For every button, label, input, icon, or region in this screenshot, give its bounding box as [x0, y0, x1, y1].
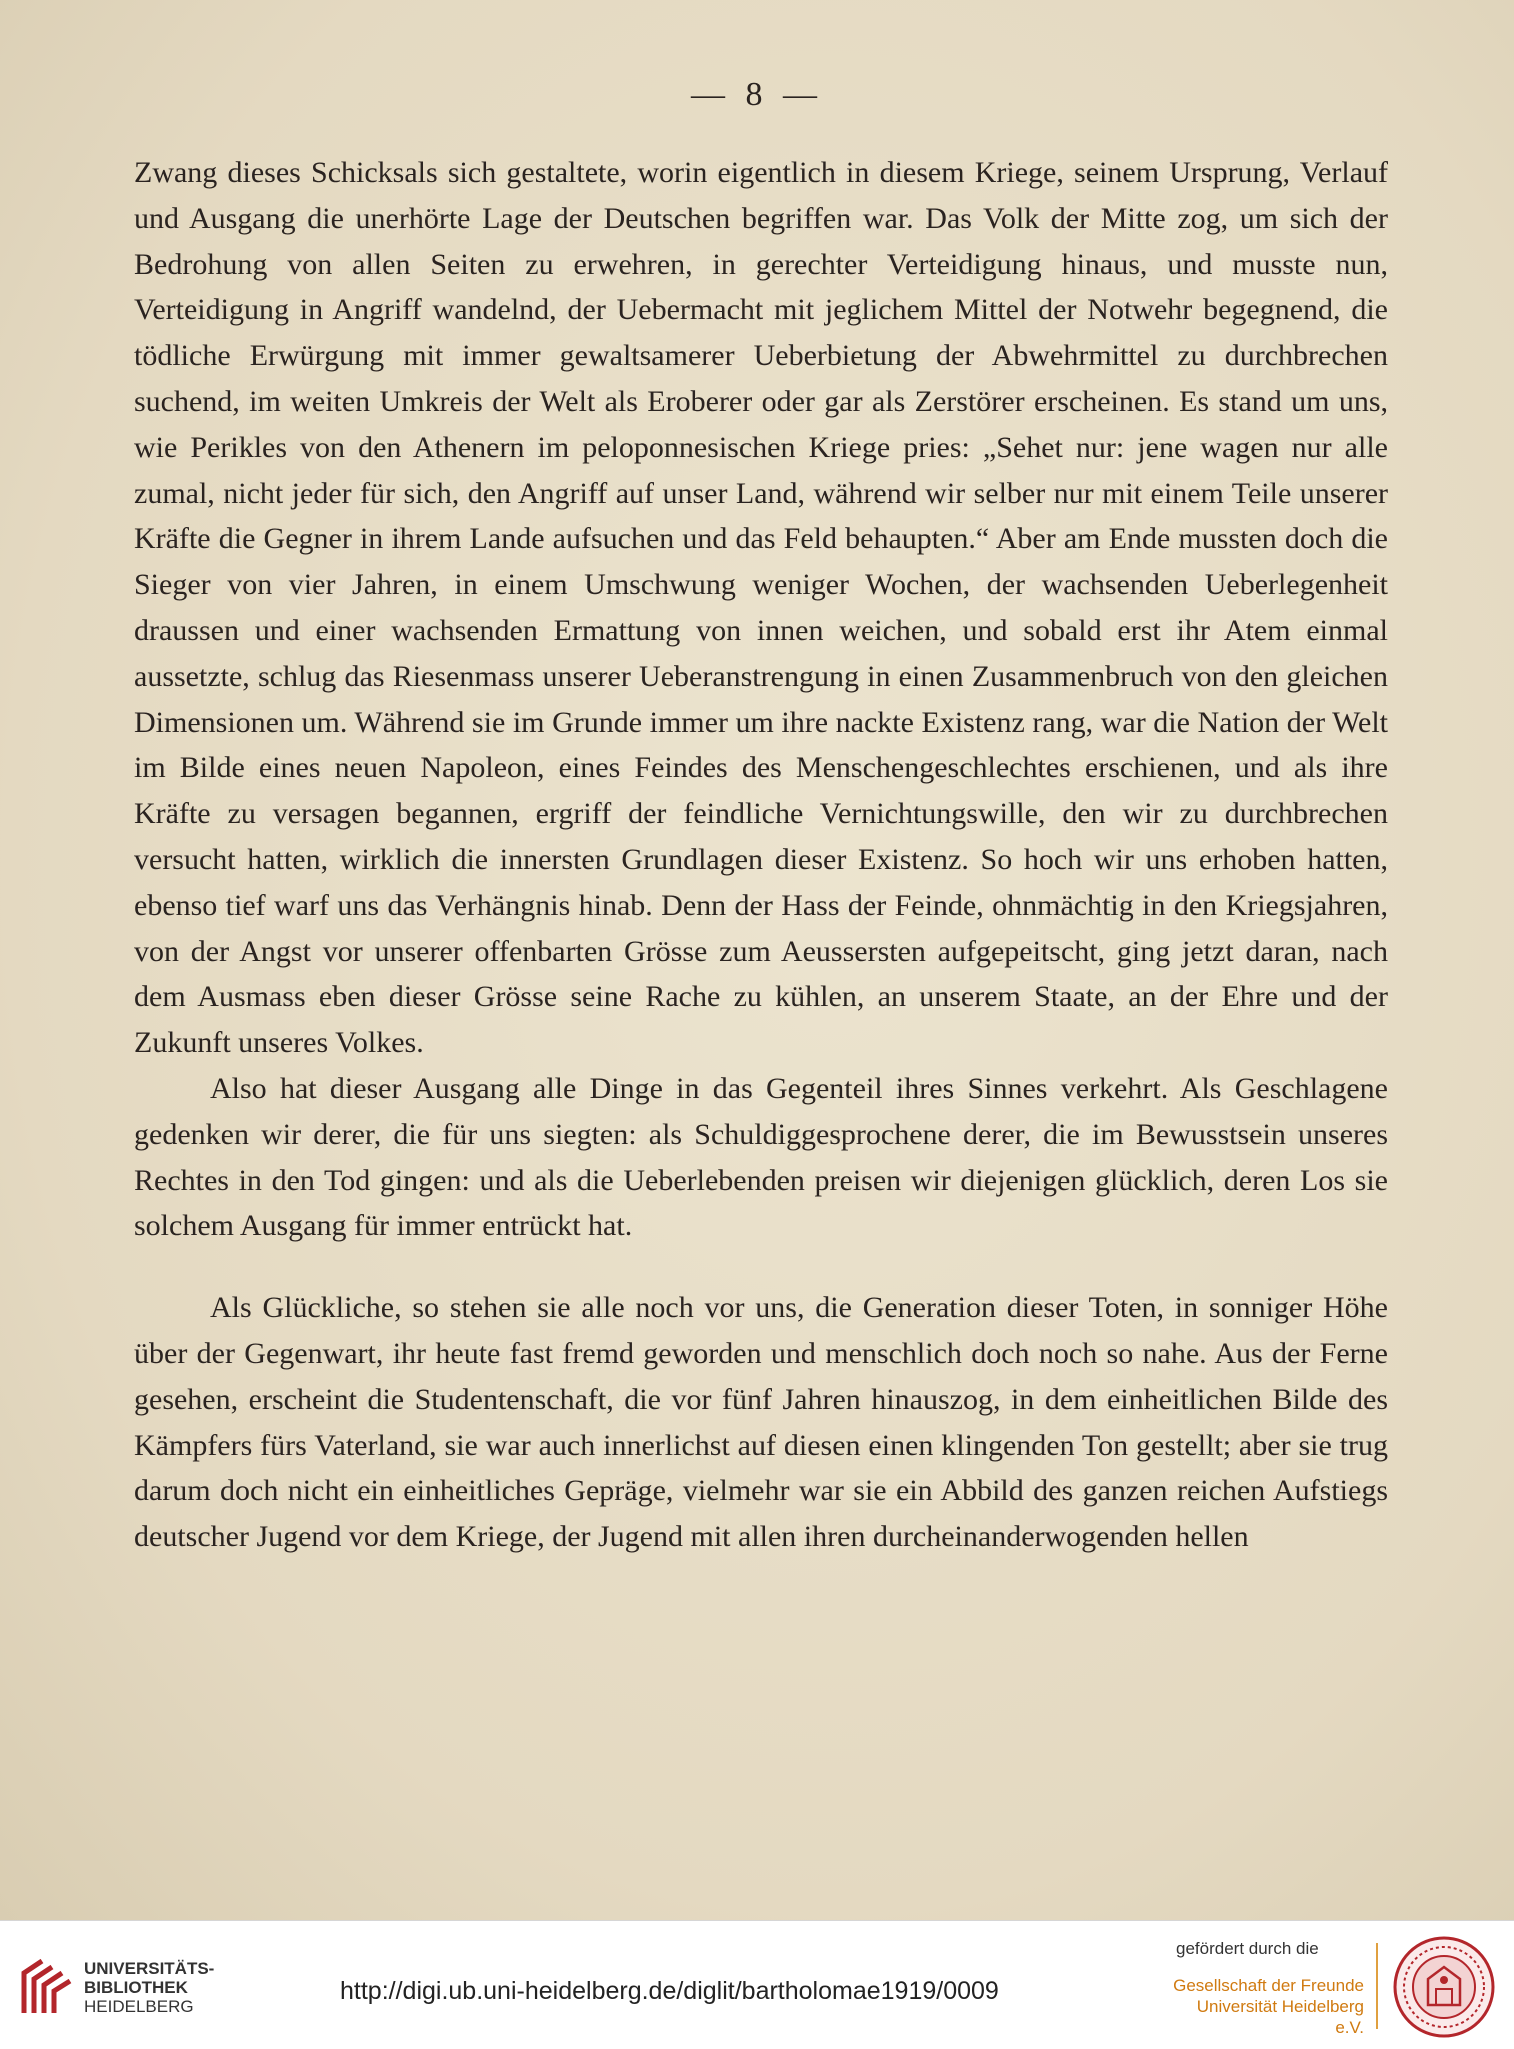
sponsor-name-line-1: Gesellschaft der Freunde: [1173, 1976, 1364, 1995]
university-seal-icon: [1392, 1935, 1496, 2039]
sponsor-divider: [1376, 1943, 1378, 2029]
permalink-url[interactable]: http://digi.ub.uni-heidelberg.de/diglit/bartholomae1919/0009: [340, 1977, 999, 2005]
library-name-line-1: UNIVERSITÄTS-: [84, 1959, 215, 1978]
library-name-line-2: BIBLIOTHEK: [84, 1978, 188, 1997]
sponsor-name-line-2: Universität Heidelberg e.V.: [1196, 1997, 1364, 2037]
library-name: [84, 1959, 214, 2016]
body-text: [134, 150, 1388, 1560]
sponsor-name: [1168, 1975, 1364, 2038]
digitization-footer: [0, 1920, 1514, 2049]
university-library-logo-icon: [18, 1955, 74, 2019]
paragraph-2: Also hat dieser Ausgang alle Dinge in das Gegenteil ihres Sinnes verkehrt. Als Geschlagene gedenken wir derer, die für uns siegten: als Schuldiggesprochene derer, die im Bewusstsein unseres Rechtes in den Tod gingen: und als die Ueberlebenden preisen wir diejenigen glücklich, deren Los sie solchem Ausgang für immer entrückt hat.: [134, 1071, 1388, 1243]
paragraph-1: Zwang dieses Schicksals sich gestaltete, worin eigentlich in diesem Kriege, seinem Ursprung, Verlauf und Ausgang die unerhörte Lage der Deutschen begriffen war. Das Volk der Mitte zog, um sich der Bedrohung von allen Seiten zu erwehren, in gerechter Verteidigung hinaus, und musste nun, Verteidigung in Angriff wandelnd, der Uebermacht mit jeglichem Mittel der Notwehr begegnend, die tödliche Erwürgung mit immer gewaltsamerer Ueberbietung der Abwehrmittel zu durchbrechen suchend, im weiten Umkreis der Welt als Eroberer oder gar als Zerstörer erscheinen. Es stand um uns, wie Perikles von den Athenern im peloponnesischen Kriege pries: „Sehet nur: jene wagen nur alle zumal, nicht jeder für sich, den Angriff auf unser Land, während wir selber nur mit einem Teile unserer Kräfte die Gegner in ihrem Lande aufsuchen und das Feld behaupten.“ Aber am Ende mussten doch die Sieger von vier Jahren, in einem Umschwung weniger Wochen, der wachsenden Ueberlegenheit draussen und einer wachsenden Ermattung von innen weichen, und sobald erst ihr Atem einmal aussetzte, schlug das Riesenmass unserer Ueberanstrengung in einen Zusammenbruch von den gleichen Dimensionen um. Während sie im Grunde immer um ihre nackte Existenz rang, war die Nation der Welt im Bilde eines neuen Napoleon, eines Feindes des Menschengeschlechtes erschienen, und als ihre Kräfte zu versagen begannen, ergriff der feindliche Vernichtungswille, den wir zu durchbrechen versucht hatten, wirklich die innersten Grundlagen dieser Existenz. So hoch wir uns erhoben hatten, ebenso tief warf uns das Verhängnis hinab. Denn der Hass der Feinde, ohnmächtig in den Kriegsjahren, von der Angst vor unserer offenbarten Grösse zum Aeussersten aufgepeitscht, ging jetzt daran, nach dem Ausmass eben dieser Grösse seine Rache zu kühlen, an unserem Staate, an der Ehre und der Zukunft unseres Volkes.: [134, 156, 1388, 1060]
sponsor-label: gefördert durch die: [1176, 1939, 1319, 1958]
page-number: — 8 —: [691, 76, 823, 113]
library-name-line-3: HEIDELBERG: [84, 1997, 194, 2016]
paragraph-3: Als Glückliche, so stehen sie alle noch vor uns, die Generation dieser Toten, in sonniger Höhe über der Gegenwart, ihr heute fast fremd geworden und menschlich doch noch so nahe. Aus der Ferne gesehen, erscheint die Studentenschaft, die vor fünf Jahren hinauszog, in dem einheitlichen Bilde des Kämpfers fürs Vaterland, sie war auch innerlichst auf diesen einen klingenden Ton gestellt; aber sie trug darum doch nicht ein einheitliches Gepräge, vielmehr war sie ein Abbild des ganzen reichen Aufstiegs deutscher Jugend vor dem Kriege, der Jugend mit allen ihren durcheinanderwogenden hellen: [134, 1291, 1388, 1554]
